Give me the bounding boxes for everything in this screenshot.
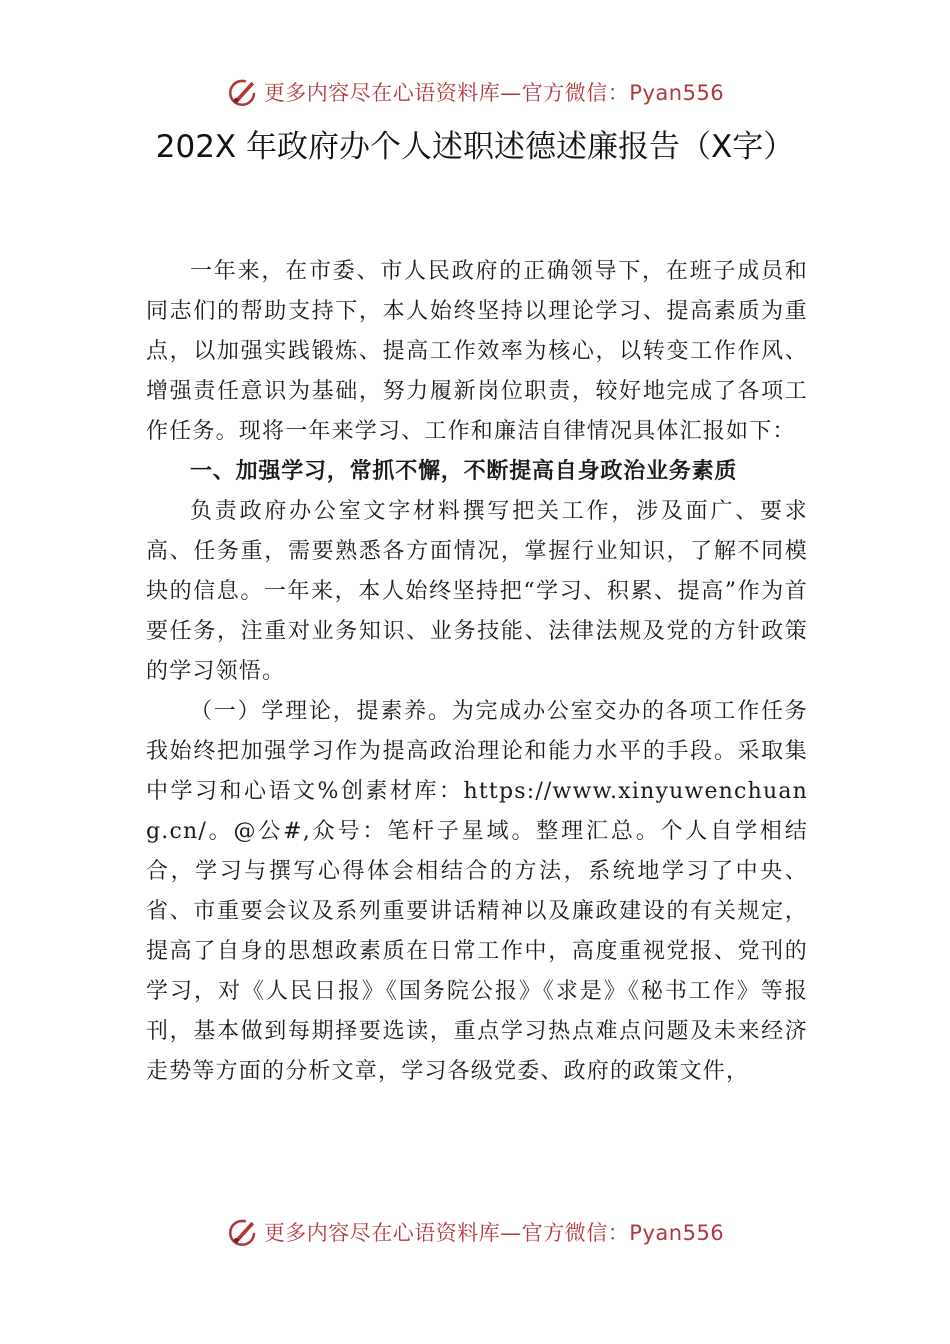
footer-watermark-banner xyxy=(0,1212,950,1252)
body-paragraph: 负责政府办公室文字材料撰写把关工作，涉及面广、要求高、任务重，需要熟悉各方面情况，掌握行业知识，了解不同模块的信息。一年来，本人始终坚持把“学习、积累、提高”作为首要任务，注重对业务知识、业务技能、法律法规及党的方针政策的学习领悟。 xyxy=(146,499,808,684)
watermark-text: 更多内容尽在心语资料库—官方微信：Pyan556 xyxy=(263,81,725,105)
brush-logo-icon xyxy=(226,75,260,109)
header-watermark-banner xyxy=(0,72,950,112)
intro-paragraph: 一年来，在市委、市人民政府的正确领导下，在班子成员和同志们的帮助支持下，本人始终坚持以理论学习、提高素质为重点，以加强实践锻炼、提高工作效率为核心，以转变工作作风、增强责任意识为基础，努力履新岗位职责，较好地完成了各项工作任务。现将一年来学习、工作和廉洁自律情况具体汇报如下： xyxy=(146,259,808,444)
document-title: 202X 年政府办个人述职述德述廉报告（X字） xyxy=(155,129,795,165)
brush-logo-icon xyxy=(226,1215,260,1249)
section-heading: 一、加强学习，常抓不懈，不断提高自身政治业务素质 xyxy=(190,459,738,484)
watermark-text: 更多内容尽在心语资料库—官方微信：Pyan556 xyxy=(263,1221,725,1245)
document-body xyxy=(146,252,808,1092)
body-paragraph: （一）学理论，提素养。为完成办公室交办的各项工作任务我始终把加强学习作为提高政治理论和能力水平的手段。采取集中学习和心语文%创素材库：https://www.xinyuwenchuang.cn/。@公#,众号：笔杆子星域。整理汇总。个人自学相结合，学习与撰写心得体会相结合的方法，系统地学习了中央、省、市重要会议及系列重要讲话精神以及廉政建设的有关规定，提高了自身的思想政素质在日常工作中，高度重视党报、党刊的学习，对《人民日报》《国务院公报》《求是》《秘书工作》等报刊，基本做到每期择要选读，重点学习热点难点问题及未来经济走势等方面的分析文章，学习各级党委、政府的政策文件， xyxy=(146,699,808,1084)
